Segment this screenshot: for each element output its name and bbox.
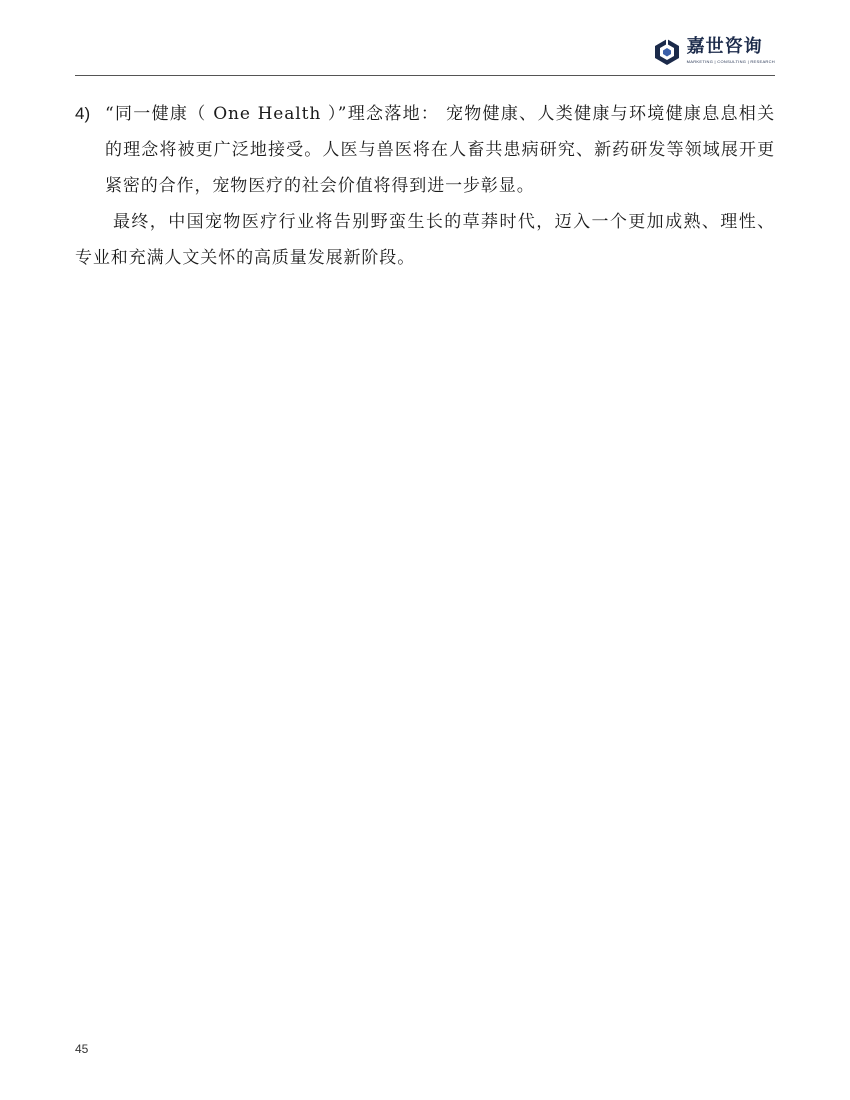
page-header [75, 34, 775, 76]
logo-tagline: MARKETING | CONSULTING | RESEARCH [686, 59, 775, 64]
logo-icon [653, 38, 681, 66]
list-item-text: “同一健康（ One Health ）”理念落地： 宠物健康、人类健康与环境健康息息相关的理念将被更广泛地接受。人医与兽医将在人畜共患病研究、新药研发等领域展开更紧密的合作，宠物医疗的社会价值将得到进一步彰显。 [105, 104, 775, 196]
conclusion-paragraph: 最终，中国宠物医疗行业将告别野蛮生长的草莽时代，迈入一个更加成熟、理性、专业和充满人文关怀的高质量发展新阶段。 [75, 212, 775, 268]
list-item-number: 4) [75, 104, 91, 123]
page-number: 45 [75, 1042, 89, 1056]
page-body [75, 96, 775, 276]
logo-name: 嘉世咨询 [686, 36, 763, 57]
company-logo [653, 36, 775, 66]
list-item [75, 96, 775, 204]
